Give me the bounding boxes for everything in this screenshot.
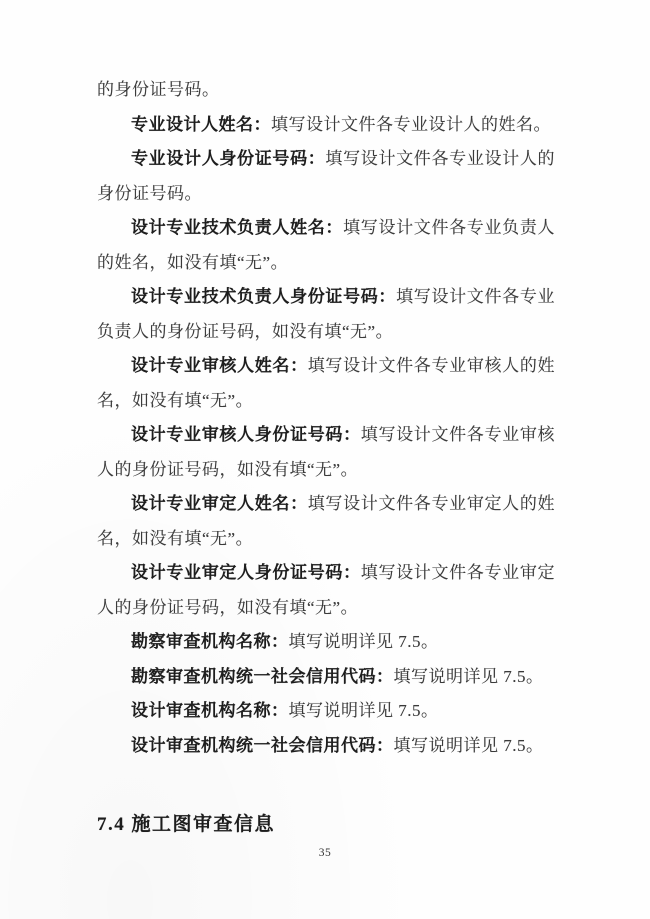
field-text: 填写设计文件各专业审核人的姓名，如没有填“无”。 (97, 356, 556, 410)
paragraph (97, 142, 555, 211)
field-label: 设计专业技术负责人身份证号码： (131, 287, 397, 306)
field-label: 勘察审查机构统一社会信用代码： (131, 666, 394, 686)
paragraph (97, 729, 555, 764)
paragraph (97, 625, 555, 660)
field-text: 填写设计文件各专业设计人的姓名。 (271, 114, 551, 134)
field-text: 填写说明详见 7.5。 (393, 666, 544, 686)
field-label: 设计审查机构统一社会信用代码： (131, 735, 394, 755)
paragraph (97, 108, 555, 143)
paragraph (97, 487, 555, 556)
field-text: 填写设计文件各专业审定人的身份证号码，如没有填“无”。 (97, 563, 556, 617)
paragraph (97, 211, 555, 280)
field-label: 专业设计人姓名： (131, 114, 271, 134)
field-text: 填写设计文件各专业负责人的身份证号码，如没有填“无”。 (97, 287, 556, 341)
field-label: 设计专业审定人身份证号码： (131, 563, 361, 582)
section-heading: 7.4 施工图审查信息 (97, 814, 276, 835)
field-text: 填写设计文件各专业设计人的身份证号码。 (97, 149, 556, 203)
paragraph (97, 73, 555, 108)
field-label: 设计专业技术负责人姓名： (131, 218, 344, 237)
field-label: 设计审查机构名称： (131, 701, 289, 720)
field-label: 设计专业审核人身份证号码： (131, 425, 361, 444)
paragraph (97, 418, 555, 487)
document-body (97, 73, 555, 763)
page-number: 35 (318, 847, 332, 859)
field-label: 专业设计人身份证号码： (131, 149, 326, 168)
field-text: 填写设计文件各专业审定人的姓名，如没有填“无”。 (97, 494, 556, 548)
paragraph (97, 694, 555, 729)
field-text: 填写设计文件各专业负责人的姓名，如没有填“无”。 (97, 218, 556, 272)
field-text: 填写说明详见 7.5。 (393, 735, 544, 755)
field-text: 填写设计文件各专业审核人的身份证号码，如没有填“无”。 (97, 425, 556, 479)
field-text: 填写说明详见 7.5。 (288, 701, 439, 720)
field-text: 填写说明详见 7.5。 (288, 632, 439, 651)
field-label: 勘察审查机构名称： (131, 632, 289, 651)
field-text: 的身份证号码。 (97, 80, 220, 99)
field-label: 设计专业审定人姓名： (131, 494, 308, 513)
paragraph (97, 556, 555, 625)
paragraph (97, 660, 555, 695)
field-label: 设计专业审核人姓名： (131, 356, 308, 375)
paragraph (97, 280, 555, 349)
paragraph (97, 349, 555, 418)
